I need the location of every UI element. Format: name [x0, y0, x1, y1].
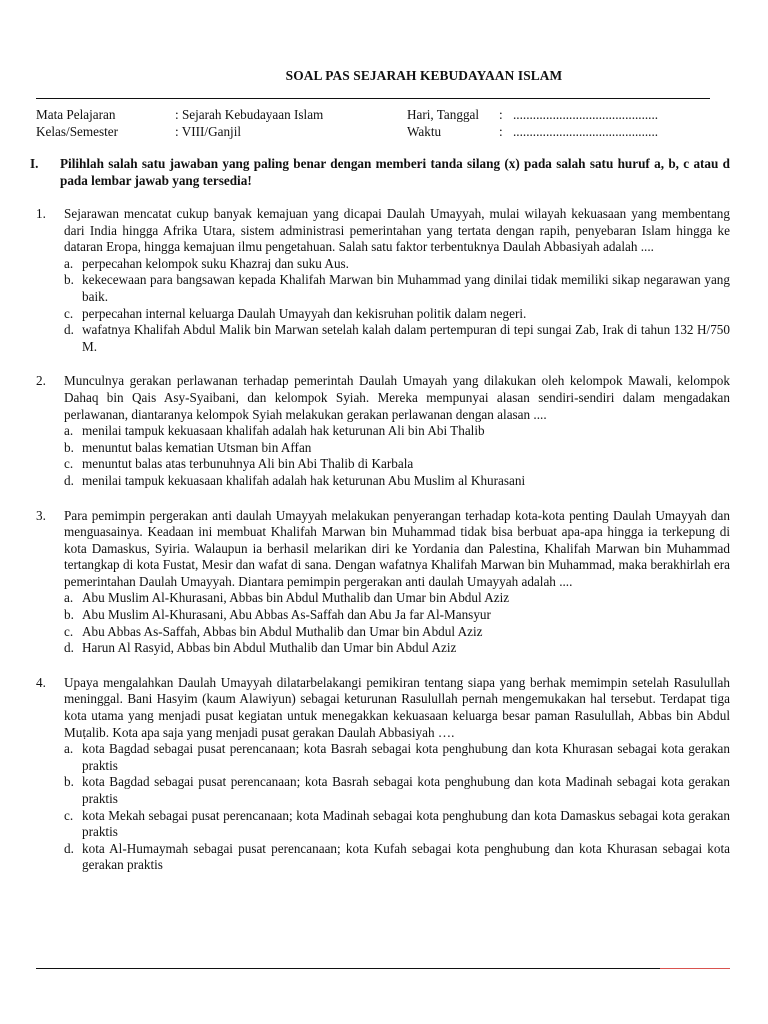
time-colon: :	[499, 124, 503, 139]
option-c	[64, 456, 730, 473]
exam-info-row-2	[36, 124, 736, 141]
option-letter: d.	[64, 640, 74, 656]
page-title: SOAL PAS SEJARAH KEBUDAYAAN ISLAM	[285, 68, 563, 83]
question-number: 4.	[36, 674, 46, 690]
option-text: kota Bagdad sebagai pusat perencanaan; kota Basrah sebagai kota penghubung dan kota Khurasan sebagai kota gerakan praktis	[82, 741, 730, 773]
class-label: Kelas/Semester	[36, 124, 119, 139]
option-c	[64, 306, 730, 323]
option-text: kota Al-Humaymah sebagai pusat perencanaan; kota Kufah sebagai kota penghubung dan kota Khurasan sebagai kota gerakan praktis	[82, 840, 730, 873]
time-label: Waktu	[407, 124, 442, 139]
section-instruction	[30, 156, 730, 189]
option-letter: c.	[64, 807, 74, 823]
option-a	[64, 741, 730, 774]
option-letter: b.	[64, 272, 74, 288]
option-c	[64, 624, 730, 641]
option-text: menuntut balas kematian Utsman bin Affan	[82, 439, 312, 455]
option-c	[64, 808, 730, 841]
option-text: kota Mekah sebagai pusat perencanaan; kota Madinah sebagai kota penghubung dan kota Damaskus sebagai kota gerakan praktis	[82, 807, 730, 840]
instruction-text: Pilihlah salah satu jawaban yang paling benar dengan memberi tanda silang (x) pada salah satu huruf a, b, c atau d pada lembar jawab yang tersedia!	[60, 156, 730, 188]
option-text: Harun Al Rasyid, Abbas bin Abdul Muthalib dan Umar bin Abdul Aziz	[82, 640, 457, 656]
section-number: I.	[30, 156, 39, 171]
option-d	[64, 841, 730, 874]
question-number: 3.	[36, 507, 46, 523]
subject-label: Mata Pelajaran	[36, 107, 116, 122]
option-letter: a.	[64, 423, 74, 439]
question-text: Upaya mengalahkan Daulah Umayyah dilatarbelakangi pemikiran tentang siapa yang berhak memimpin setelah Rasulullah meninggal. Bani Hasyim (kaum Alawiyun) sebagai keturunan Rasulullah pernah mengemukakan hal tersebut. Terdapat tiga kota utama yang menjadi pusat kegiatan untuk menegakkan kekuasaan keluarga besar paman Rasulullah, Abbas bin Abdul Muṭalib. Kota apa saja yang menjadi pusat gerakan Daulah Abbasiyah ….	[64, 674, 730, 740]
question-number: 1.	[36, 206, 46, 221]
question-text: Para pemimpin pergerakan anti daulah Umayyah melakukan penyerangan terhadap kota-kota penting Daulah Umayyah dan menguasainya. Keadaan ini membuat Khalifah Marwan bin Muhammad tidak bisa berbuat apa-apa hingga ia terkepung di kota Damaskus, Syiria. Walaupun ia berhasil melarikan diri ke Yordania dan Palestina, Khalifah Marwan bin Muhammad tertangkap di kota Fustat, Mesir dan wafat di sana. Dengan wafatnya Khalifah Marwan bin Muhammad, maka berakhirlah era pemerintahan Daulah Umayyah. Diantara pemimpin pergerakan anti daulah Umayyah adalah ....	[64, 507, 730, 589]
option-letter: b.	[64, 439, 74, 455]
option-letter: d.	[64, 322, 74, 338]
option-a	[64, 590, 730, 607]
option-text: wafatnya Khalifah Abdul Malik bin Marwan setelah kalah dalam pertempuran di tepi sungai Zab, Irak di tahun 132 H/750 M.	[82, 322, 730, 354]
question-text: Munculnya gerakan perlawanan terhadap pemerintah Daulah Umayah yang dilakukan oleh kelompok Mawali, kelompok Dahaq bin Qais Asy-Syaibani, dan kelompok Syiah. Mereka mempunyai alasan sendiri-sendiri dalam mengadakan perlawanan, diantaranya kelompok Syiah melakukan gerakan perlawanan dengan alasan ....	[64, 373, 730, 422]
option-letter: c.	[64, 623, 74, 639]
option-letter: a.	[64, 255, 74, 271]
class-value: : VIII/Ganjil	[175, 124, 242, 139]
option-b	[64, 440, 730, 457]
option-a	[64, 256, 730, 273]
option-d	[64, 322, 730, 355]
exam-info-row-1	[36, 107, 736, 124]
footer-divider	[36, 968, 660, 969]
option-text: perpecahan internal keluarga Daulah Umayyah dan kekisruhan politik dalam negeri.	[82, 305, 527, 321]
option-text: kota Bagdad sebagai pusat perencanaan; kota Basrah sebagai kota penghubung dan kota Madinah sebagai kota gerakan praktis	[82, 774, 730, 806]
date-label: Hari, Tanggal	[407, 107, 480, 122]
option-text: perpecahan kelompok suku Khazraj dan suku Aus.	[82, 255, 349, 271]
question-3	[36, 508, 730, 657]
option-text: kekecewaan para bangsawan kepada Khalifah Marwan bin Muhammad yang dinilai tidak memiliki sikap negarawan yang baik.	[82, 272, 730, 304]
option-letter: a.	[64, 741, 74, 757]
option-letter: c.	[64, 456, 74, 472]
question-4	[36, 675, 730, 874]
option-text: Abu Abbas As-Saffah, Abbas bin Abdul Muthalib dan Umar bin Abdul Aziz	[82, 623, 483, 639]
question-1	[36, 206, 730, 355]
option-text: menuntut balas atas terbunuhnya Ali bin Abi Thalib di Karbala	[82, 456, 414, 472]
footer-divider-accent	[660, 968, 730, 969]
option-a	[64, 423, 730, 440]
question-2	[36, 373, 730, 489]
option-letter: c.	[64, 305, 74, 321]
option-letter: b.	[64, 774, 74, 790]
exam-info	[36, 107, 736, 141]
time-value: ............................................	[513, 124, 659, 139]
option-b	[64, 774, 730, 807]
option-b	[64, 607, 730, 624]
option-text: menilai tampuk kekuasaan khalifah adalah hak keturunan Ali bin Abi Thalib	[82, 423, 485, 439]
date-value: ............................................	[513, 107, 659, 122]
option-letter: d.	[64, 472, 74, 488]
option-letter: d.	[64, 840, 74, 856]
option-d	[64, 640, 730, 657]
header-divider	[36, 98, 710, 99]
date-colon: :	[499, 107, 503, 122]
option-text: Abu Muslim Al-Khurasani, Abu Abbas As-Saffah dan Abu Ja far Al-Mansyur	[82, 607, 491, 623]
option-b	[64, 272, 730, 305]
option-text: menilai tampuk kekuasaan khalifah adalah hak keturunan Abu Muslim al Khurasani	[82, 472, 526, 488]
question-number: 2.	[36, 373, 46, 389]
question-list	[36, 206, 730, 892]
option-letter: b.	[64, 607, 74, 623]
option-letter: a.	[64, 590, 74, 606]
subject-value: : Sejarah Kebudayaan Islam	[175, 107, 324, 122]
option-d	[64, 473, 730, 490]
question-text: Sejarawan mencatat cukup banyak kemajuan yang dicapai Daulah Umayyah, mulai wilayah kekuasaan yang membentang dari India hingga Afrika Utara, sistem administrasi pemerintahan yang tertata dengan rapih, penyebaran Islam hingga ke dataran Eropa, hingga kemajuan ilmu pengetahuan. Salah satu faktor terbentuknya Daulah Abbasiyah adalah ....	[64, 206, 730, 255]
option-text: Abu Muslim Al-Khurasani, Abbas bin Abdul Muthalib dan Umar bin Abdul Aziz	[82, 590, 510, 606]
